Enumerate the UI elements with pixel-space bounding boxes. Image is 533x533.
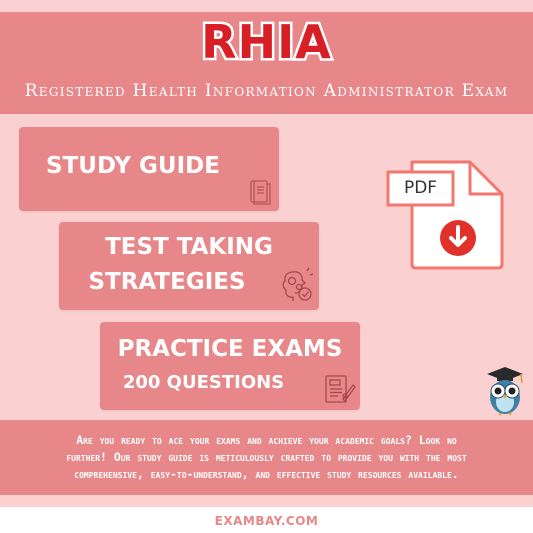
owl-graduate-icon (483, 364, 527, 416)
book-icon (245, 178, 275, 206)
strategies-line-1: TEST TAKING (105, 234, 273, 260)
pdf-label: PDF (403, 178, 438, 198)
website-link[interactable]: EXAMBAY.COM (214, 514, 319, 528)
page-title: RHIA (201, 15, 332, 69)
test-taking-strategies-card (59, 222, 319, 310)
study-guide-label: STUDY GUIDE (46, 153, 220, 179)
strategies-line-2: STRATEGIES (88, 269, 246, 295)
footer-line-2: further! Our study guide is meticulously crafted to provide you with the most (66, 450, 467, 464)
questions-count-label: 200 QUESTIONS (122, 372, 285, 393)
footer-line-1: Are you ready to ace your exams and achieve your academic goals? Look no (76, 433, 457, 447)
footer-line-3: comprehensive, easy-to-understand, and effective study resources available. (74, 467, 459, 481)
exam-paper-icon (322, 373, 356, 407)
footer-description (10, 432, 523, 483)
practice-exams-card (100, 322, 360, 410)
brain-gears-icon (279, 266, 315, 304)
practice-exams-label: PRACTICE EXAMS (117, 336, 343, 362)
page-subtitle: Registered Health Information Administrator Exam (24, 81, 509, 101)
pdf-badge (385, 158, 509, 272)
study-guide-card (19, 127, 279, 211)
